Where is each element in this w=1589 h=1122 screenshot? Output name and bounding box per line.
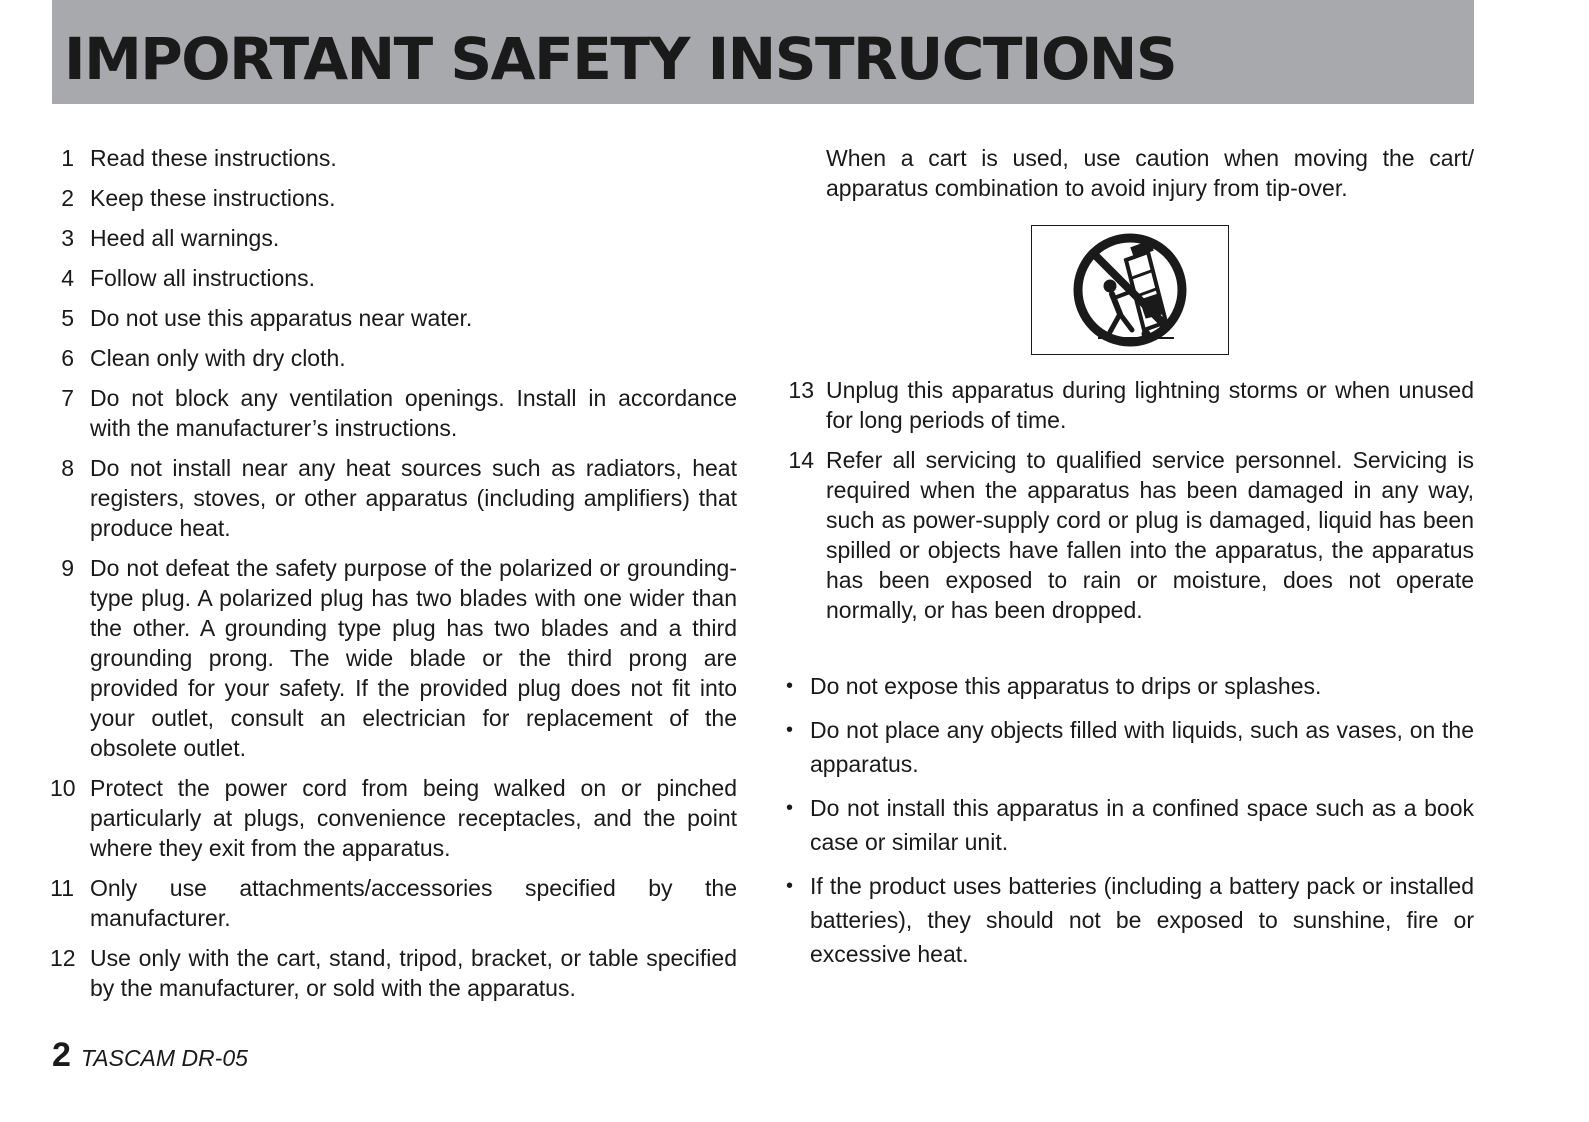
instruction-item xyxy=(50,873,737,933)
bullet-item xyxy=(786,669,1474,703)
page-number: 2 xyxy=(52,1036,71,1074)
bullet-text: Do not expose this apparatus to drips or splashes. xyxy=(810,673,1322,699)
instruction-item xyxy=(50,303,737,333)
instruction-number: 1 xyxy=(61,145,74,171)
instruction-number: 7 xyxy=(61,385,74,411)
page-footer xyxy=(52,1036,248,1075)
instruction-item xyxy=(50,143,737,173)
instruction-text: Unplug this apparatus during lightning storms or when unused for long periods of time. xyxy=(826,377,1474,433)
instruction-text: Follow all instructions. xyxy=(90,265,315,291)
bullet-item xyxy=(786,713,1474,781)
instruction-number: 5 xyxy=(61,305,74,331)
bullet-icon: • xyxy=(786,719,794,741)
bullet-icon: • xyxy=(786,797,794,819)
instruction-item xyxy=(50,263,737,293)
instruction-item xyxy=(786,375,1474,435)
instruction-text: Clean only with dry cloth. xyxy=(90,345,346,371)
bullet-icon: • xyxy=(786,675,794,697)
bullet-text: Do not install this apparatus in a confined space such as a book case or similar unit. xyxy=(810,795,1474,855)
instruction-item xyxy=(50,453,737,543)
instruction-list-left xyxy=(50,143,737,1003)
instruction-item xyxy=(50,943,737,1003)
right-column xyxy=(786,143,1474,981)
bullet-text: Do not place any objects filled with liquids, such as vases, on the apparatus. xyxy=(810,717,1474,777)
page-title: IMPORTANT SAFETY INSTRUCTIONS xyxy=(64,25,1177,93)
instruction-item xyxy=(50,773,737,863)
bullet-list xyxy=(786,669,1474,971)
instruction-text: Protect the power cord from being walked on or pinched particularly at plugs, convenience receptacles, and the point where they exit from the apparatus. xyxy=(90,775,737,861)
instruction-number: 10 xyxy=(50,775,76,801)
cart-warning-box xyxy=(1031,225,1229,355)
bullet-item xyxy=(786,791,1474,859)
cart-warning-text: When a cart is used, use caution when moving the cart/ apparatus combination to avoid injury from tip-over. xyxy=(826,145,1474,201)
instruction-number: 2 xyxy=(61,185,74,211)
instruction-number: 14 xyxy=(788,447,814,473)
header-bar xyxy=(52,0,1474,104)
bullet-icon: • xyxy=(786,875,794,897)
instruction-text: Read these instructions. xyxy=(90,145,337,171)
instruction-number: 9 xyxy=(61,555,74,581)
instruction-item xyxy=(50,343,737,373)
instruction-text: Only use attachments/accessories specified by the manufacturer. xyxy=(90,875,737,931)
instruction-number: 11 xyxy=(50,875,74,901)
bullet-text: If the product uses batteries (including a battery pack or installed batteries), they should not be exposed to sunshine, fire or excessive heat. xyxy=(810,873,1474,967)
instruction-text: Do not defeat the safety purpose of the polarized or grounding-type plug. A polarized plug has two blades with one wider than the other. A grounding type plug has two blades and a third grounding prong. The wide blade or the third prong are provided for your safety. If the provided plug does not fit into your outlet, consult an electrician for replacement of the obsolete outlet. xyxy=(90,555,737,761)
instruction-number: 8 xyxy=(61,455,74,481)
instruction-text: Do not use this apparatus near water. xyxy=(90,305,473,331)
product-name: TASCAM DR-05 xyxy=(80,1045,248,1071)
instruction-text: Keep these instructions. xyxy=(90,185,336,211)
instruction-text: Heed all warnings. xyxy=(90,225,280,251)
instruction-item xyxy=(50,223,737,253)
instruction-number: 4 xyxy=(61,265,74,291)
left-column xyxy=(50,143,737,1013)
instruction-number: 6 xyxy=(61,345,74,371)
instruction-item xyxy=(50,553,737,763)
instruction-number: 3 xyxy=(61,225,74,251)
instruction-item xyxy=(50,183,737,213)
instruction-item xyxy=(50,383,737,443)
instruction-list-right xyxy=(786,375,1474,625)
instruction-text: Refer all servicing to qualified service personnel. Servicing is required when the apparatus has been damaged in any way, such as power-supply cord or plug is damaged, liquid has been spilled or objects have fallen into the apparatus, the apparatus has been exposed to rain or moisture, does not operate normally, or has been dropped. xyxy=(826,447,1474,623)
instruction-number: 13 xyxy=(788,377,814,403)
instruction-item xyxy=(786,445,1474,625)
instruction-number: 12 xyxy=(50,945,76,971)
cart-tipover-warning-icon xyxy=(1070,230,1190,350)
instruction-text: Do not install near any heat sources such as radiators, heat registers, stoves, or other apparatus (including amplifiers) that produce heat. xyxy=(90,455,737,541)
bullet-item xyxy=(786,869,1474,971)
instruction-text: Do not block any ventilation openings. Install in accordance with the manufacturer’s instructions. xyxy=(90,385,737,441)
instruction-text: Use only with the cart, stand, tripod, bracket, or table specified by the manufacturer, or sold with the apparatus. xyxy=(90,945,737,1001)
